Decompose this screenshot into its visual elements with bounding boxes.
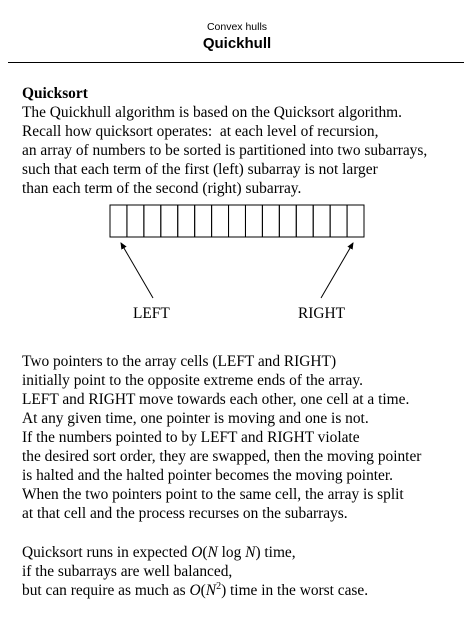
array-cell <box>262 205 279 237</box>
array-cell <box>212 205 229 237</box>
quicksort-line: than each term of the second (right) subarray. <box>22 180 302 197</box>
quicksort-line: Recall how quicksort operates: at each level of recursion, <box>22 123 379 140</box>
array-cell <box>347 205 364 237</box>
pointers-line: initially point to the opposite extreme ends of the array. <box>22 372 363 389</box>
array-cell <box>110 205 127 237</box>
pointers-line: At any given time, one pointer is moving and one is not. <box>22 410 369 427</box>
quicksort-line: The Quickhull algorithm is based on the Quicksort algorithm. <box>22 104 402 121</box>
pointers-line: is halted and the halted pointer becomes the moving pointer. <box>22 467 393 484</box>
header-divider <box>8 62 464 63</box>
page-title: Quickhull <box>202 35 272 52</box>
array-cell <box>313 205 330 237</box>
array-cells <box>110 205 364 237</box>
pointers-line: the desired sort order, they are swapped, then the moving pointer <box>22 448 422 465</box>
array-cell <box>296 205 313 237</box>
array-pointer-diagram <box>0 200 474 310</box>
pointers-line: at that cell and the process recurses on the subarrays. <box>22 505 348 522</box>
array-cell <box>144 205 161 237</box>
left-pointer-arrow <box>121 243 153 298</box>
complexity-line-balanced: if the subarrays are well balanced, <box>22 563 233 580</box>
complexity-line-expected: Quicksort runs in expected O(N log N) time, <box>22 544 296 561</box>
array-cell <box>161 205 178 237</box>
array-cell <box>178 205 195 237</box>
pointers-line: LEFT and RIGHT move towards each other, one cell at a time. <box>22 391 410 408</box>
right-pointer-label: RIGHT <box>298 305 346 322</box>
complexity-line-worst-case: but can require as much as $O(N^2)$ time in the worst case. <box>22 580 369 599</box>
pointers-line: If the numbers pointed to by LEFT and RIGHT violate <box>22 429 360 446</box>
quicksort-line: such that each term of the first (left) subarray is not larger <box>22 161 378 178</box>
array-cell <box>245 205 262 237</box>
quicksort-line: an array of numbers to be sorted is partitioned into two subarrays, <box>22 142 428 159</box>
header-topic: Convex hulls <box>206 21 268 33</box>
array-cell <box>330 205 347 237</box>
array-cell <box>279 205 296 237</box>
array-cell <box>127 205 144 237</box>
pointers-line: Two pointers to the array cells (LEFT and RIGHT) <box>22 353 337 370</box>
array-cell <box>195 205 212 237</box>
left-pointer-label: LEFT <box>133 305 170 322</box>
section-heading-quicksort: Quicksort <box>22 85 88 102</box>
array-cell <box>229 205 246 237</box>
pointers-line: When the two pointers point to the same cell, the array is split <box>22 486 404 503</box>
right-pointer-arrow <box>321 243 353 298</box>
